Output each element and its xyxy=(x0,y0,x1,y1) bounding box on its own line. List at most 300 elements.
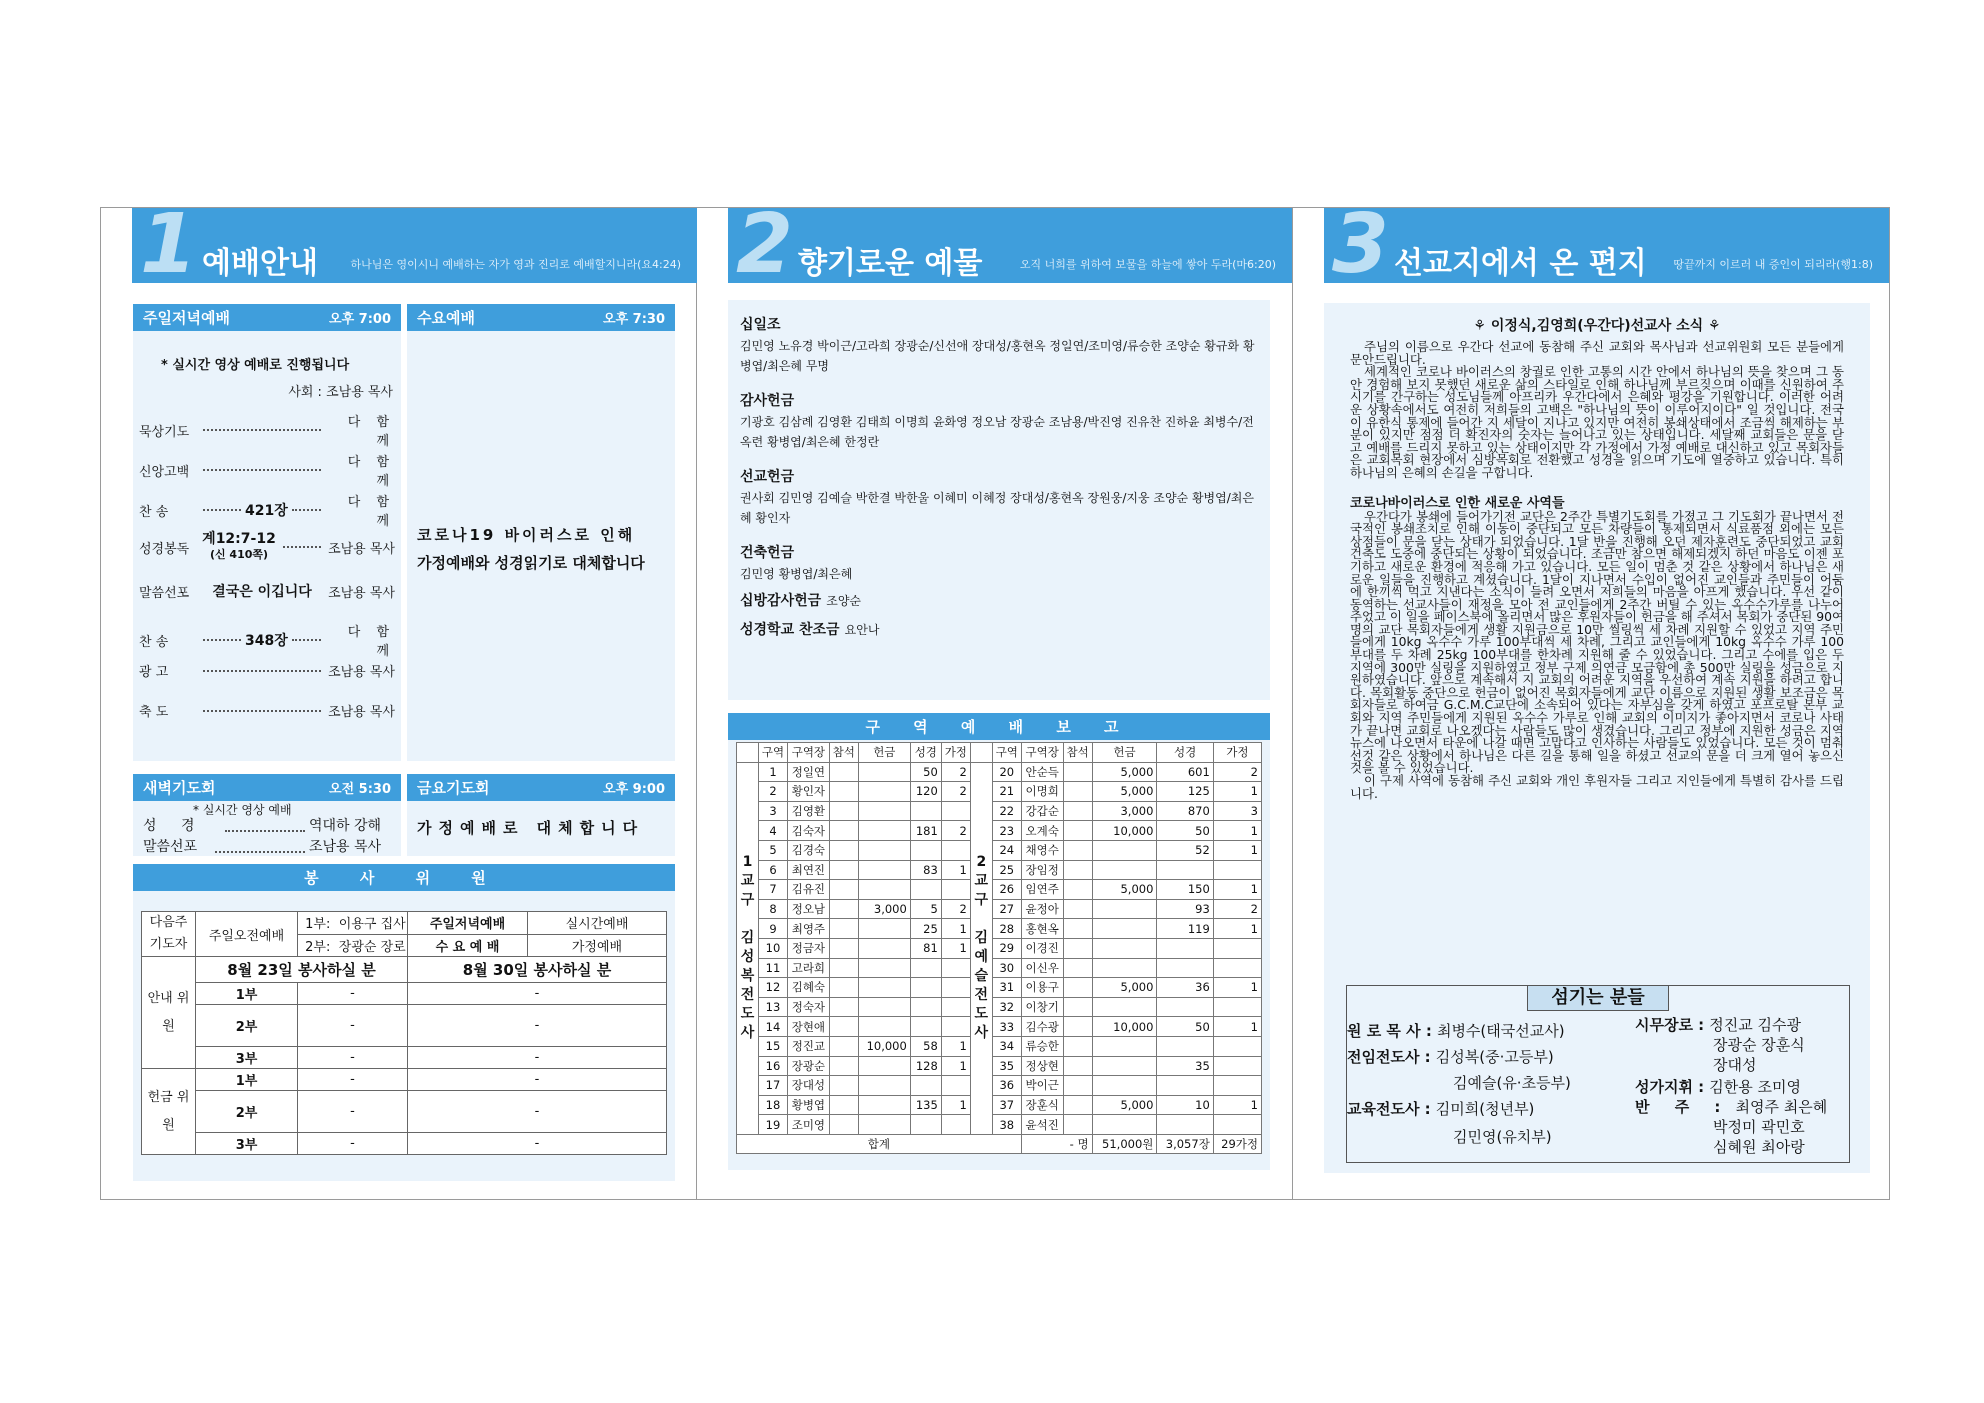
table-row xyxy=(737,762,1262,782)
offering-category: 감사헌금 xyxy=(740,393,795,409)
table-cell xyxy=(1063,997,1092,1017)
table-cell: 58 xyxy=(910,1036,941,1056)
table-cell xyxy=(1063,978,1092,998)
table-cell xyxy=(829,978,858,998)
table-cell: 1 xyxy=(1213,1017,1261,1037)
table-cell xyxy=(1213,860,1261,880)
dawn-title: 새벽기도회 xyxy=(143,779,216,797)
offering-names: 김민영 노유경 박이근/고라희 장광순/신선애 장대성/홍현옥 정일연/조미영/류승한 조양순 황규화 황병엽/최은혜 무명 xyxy=(740,339,1255,373)
letter-title: ⚘ 이정식,김영희(우간다)선교사 소식 ⚘ xyxy=(1473,318,1721,334)
table-row xyxy=(737,801,1262,821)
table-cell: 장현애 xyxy=(788,1017,830,1037)
offering-category: 건축헌금 xyxy=(740,545,795,561)
table-cell xyxy=(1092,1076,1157,1096)
section-number: 2 xyxy=(736,197,794,292)
table-cell xyxy=(1063,1076,1092,1096)
table-cell xyxy=(858,938,910,958)
offering-label: 헌금 위원 xyxy=(142,1069,196,1155)
table-cell: 128 xyxy=(910,1056,941,1076)
table-cell: 135 xyxy=(910,1095,941,1115)
table-cell: 가정 xyxy=(941,743,970,763)
panel3-banner xyxy=(1324,197,1889,292)
table-cell xyxy=(941,958,970,978)
table-cell xyxy=(1092,938,1157,958)
table-cell xyxy=(1213,1056,1261,1076)
table-cell xyxy=(858,1076,910,1096)
table-cell: 5,000 xyxy=(1092,880,1157,900)
table-cell: 1 xyxy=(941,860,970,880)
table-row xyxy=(737,919,1262,939)
table-cell xyxy=(1092,899,1157,919)
table-cell: 93 xyxy=(1157,899,1213,919)
table-row xyxy=(737,782,1262,802)
table-cell xyxy=(1063,938,1092,958)
table-cell: 51,000원 xyxy=(1092,1134,1157,1154)
offering-names: 권사회 김민영 김예슬 박한결 박한울 이혜미 이혜정 장대성/홍현옥 장원웅/지웅 조양순 황병엽/최은혜 황인자 xyxy=(740,491,1254,525)
table-cell: 38 xyxy=(992,1115,1021,1135)
host-line: 사회 : 조남용 목사 xyxy=(288,385,393,400)
table-cell xyxy=(829,1115,858,1135)
table-cell: 황병엽 xyxy=(788,1095,830,1115)
table-cell: 16 xyxy=(759,1056,788,1076)
letter-paragraph: 주님의 이름으로 우간다 선교에 동참해 주신 교회와 목사님과 선교위원회 모든 분들에게 문안드립니다. xyxy=(1350,339,1844,367)
dawn-header xyxy=(133,774,401,801)
table-cell: 52 xyxy=(1157,840,1213,860)
table-cell xyxy=(1063,899,1092,919)
table-cell: 7 xyxy=(759,880,788,900)
table-cell: 가정 xyxy=(1213,743,1261,763)
table-cell: 870 xyxy=(1157,801,1213,821)
sunday-evening-box xyxy=(133,331,401,761)
table-cell: 합계 xyxy=(737,1134,1022,1154)
live-notice: * 실시간 영상 예배로 진행됩니다 xyxy=(161,358,350,373)
table-cell: 50 xyxy=(1157,821,1213,841)
table-cell xyxy=(910,958,941,978)
table-cell xyxy=(829,880,858,900)
table-cell: 헌금 xyxy=(858,743,910,763)
table-cell xyxy=(910,978,941,998)
table-cell xyxy=(1092,1056,1157,1076)
table-cell: 119 xyxy=(1157,919,1213,939)
table-cell: 8 xyxy=(759,899,788,919)
table-cell: 3 xyxy=(759,801,788,821)
table-cell xyxy=(829,762,858,782)
table-cell xyxy=(1213,997,1261,1017)
table-cell xyxy=(858,801,910,821)
table-cell xyxy=(941,1115,970,1135)
dawn-sermon-label: 말씀선포 xyxy=(143,839,198,855)
table-cell xyxy=(1213,1115,1261,1135)
table-cell: 정숙자 xyxy=(788,997,830,1017)
table-row xyxy=(737,1056,1262,1076)
table-cell: 최영주 xyxy=(788,919,830,939)
section-title: 예배안내 xyxy=(202,246,318,281)
district-report-table xyxy=(736,742,1262,1154)
table-cell: 50 xyxy=(1157,1017,1213,1037)
table-cell: - 명 xyxy=(1021,1134,1092,1154)
table-cell xyxy=(858,782,910,802)
table-cell: 구역 xyxy=(759,743,788,763)
table-cell: 15 xyxy=(759,1036,788,1056)
letter-paragraph: 우간다가 봉쇄에 들어가기전 교단은 2주간 특별기도회를 가졌고 그 기도회가 끝나면서 전국적인 봉쇄조치로 인해 이동이 중단되고 모든 차량들이 통제되면서 식료품점 외에는 모든 상점들이 문을 닫는 상태가 되었습니다. 1달 반을 진행해 오던 제자훈련도 중단되었고 교회 건축도 도중에 중단되는 상황이 되었습니다. 조금만 참으면 해제되겠지 하던 마음도 이젠 포기하고 새로운 환경에 적응해 가고 있습니다. 모든 일이 멈춘 것 같은 상황에서 하나님은 새로운 일들을 진행하고 계셨습니다. 1달이 지나면서 수입이 없어진 교인들과 주민들이 어둠에 한끼씩 먹고 지낸다는 소식이 들려 오면서 저희들의 마음을 아프게 했습니다. 우선 같이 동역하는 선교사들이 재정을 모아 전 교인들에게 2주간 버틸 수 있는 옥수수가루를 나누어 주었고 이 일을 페이스북에 올리면서 많은 후원자들이 헌금을 해 주셔서 목회가 중단된 90여 명의 교단 목회자들에게 생활 지원금으로 10만 씰링씩 세 차례 지원할 수 있었고 지역 주민들에게 10kg 옥수수 가루 100부대씩 세 차례, 그리고 교인들에게 10kg 옥수수 가루 100부대를 두 차례 25kg 100부대를 한차례 지원해 줄 수 있었습니다. 그리고 수에를 입은 두 지역에 300만 실링을 지원하였고 정부 구제 의연금 모금함에 총 500만 실링을 성금으로 지원하였습니다. 앞으로 계속해서 지 교회의 어려운 지역을 우선하여 계속 지원을 하려고 합니다. 목회활동 중단으로 헌금이 없어진 목회자들에게 교단 이름으로 지원된 생활 보조금은 목회자들로 하여금 G.C.M.C교단에 소속되어 있다는 자부심을 갖게 하였고 포프로탈 본부 교회와 지역 주민들에게 지원된 옥수수 가루로 인해 교회의 이미지가 좋아지면서 코로나 사태가 끝나면 교회로 나오겠다는 사람들도 많이 생겼습니다. 그리고 정부에 지원한 성금은 지역 뉴스에 나오면서 타운에 나갈 때면 고맙다고 인사하는 사람들도 있었습니다. 모든 것이 멈춰선것 같은 상황에서 하나님은 다른 길을 통해 일을 하셨고 선교의 문을 더 크게 열어 놓으신 것을 볼 수 있었습니다. xyxy=(1350,508,1844,776)
table-cell: 이창기 xyxy=(1021,997,1063,1017)
table-cell: 34 xyxy=(992,1036,1021,1056)
table-cell xyxy=(858,762,910,782)
table-cell xyxy=(1157,938,1213,958)
table-cell xyxy=(829,997,858,1017)
service-committee-table: 다음주 기도자 주일오전예배 1부: 이용구 집사 주일저녁예배 실시간예배 2부: 장광순 장로 수 요 예 배 가정예배 안내 위원 8월 23일 봉사하실 분 8월 30일 봉사하실 분 1부 - - 2부 - - 3부 - - 헌금 위원 1부 - - 2부 - - 3부 - - xyxy=(141,911,667,1155)
section-number: 3 xyxy=(1332,197,1390,292)
table-cell: 윤정아 xyxy=(1021,899,1063,919)
table-cell xyxy=(1092,840,1157,860)
table-cell xyxy=(1063,1056,1092,1076)
table-cell: 정일연 xyxy=(788,762,830,782)
table-cell xyxy=(941,1017,970,1037)
offering-names: 요안나 xyxy=(844,623,880,637)
table-cell: 81 xyxy=(910,938,941,958)
table-cell xyxy=(1063,762,1092,782)
table-cell: 성경 xyxy=(1157,743,1213,763)
total-row xyxy=(737,1134,1262,1154)
friday-title: 금요기도회 xyxy=(417,779,490,797)
dawn-bible-label: 성 경 xyxy=(143,818,205,834)
table-cell xyxy=(910,997,941,1017)
table-cell xyxy=(1157,860,1213,880)
table-cell: 참석 xyxy=(829,743,858,763)
table-cell: 23 xyxy=(992,821,1021,841)
table-cell: 22 xyxy=(992,801,1021,821)
dawn-time: 오전 5:30 xyxy=(329,782,391,797)
table-cell: 181 xyxy=(910,821,941,841)
dawn-sermon-who: 조남용 목사 xyxy=(309,839,382,855)
table-cell xyxy=(829,821,858,841)
group-label: 1 교 구 김 성 복 전 도 사 xyxy=(737,762,759,1134)
table-cell: 20 xyxy=(992,762,1021,782)
servers-box: 섬기는 분들 원 로 목 사 : 최병수(태국선교사) 전임전도사 : 김성복(중·고등부) 김예슬(유·초등부) 교육전도사 : 김미희(청년부) 김민영(유치부) 시무장로 : 정진교 김수광 장광순 장훈식 장대성 성가지휘 : 김한용 조미영 반 주 : 최영주 최은혜 박정미 곽민호 심혜원 최아랑 xyxy=(1346,985,1850,1163)
table-cell xyxy=(941,801,970,821)
table-cell xyxy=(829,860,858,880)
friday-text: 가정예배로 대체합니다 xyxy=(417,819,645,837)
table-cell xyxy=(829,899,858,919)
table-cell: 10,000 xyxy=(1092,821,1157,841)
table-cell xyxy=(1063,1017,1092,1037)
table-cell: 120 xyxy=(910,782,941,802)
table-cell: 125 xyxy=(1157,782,1213,802)
letter-box xyxy=(1324,303,1870,1173)
table-cell: 정상현 xyxy=(1021,1056,1063,1076)
table-cell: 27 xyxy=(992,899,1021,919)
table-cell: 윤석진 xyxy=(1021,1115,1063,1135)
table-cell xyxy=(829,782,858,802)
table-cell: 이용구 xyxy=(1021,978,1063,998)
table-cell: 35 xyxy=(1157,1056,1213,1076)
table-cell xyxy=(1092,860,1157,880)
table-cell: 3,000 xyxy=(1092,801,1157,821)
table-cell: 5,000 xyxy=(1092,978,1157,998)
table-cell xyxy=(829,801,858,821)
table-cell: 10 xyxy=(759,938,788,958)
service-committee-header: 봉 사 위 원 xyxy=(133,864,675,891)
table-cell: 1 xyxy=(1213,840,1261,860)
table-cell xyxy=(1063,801,1092,821)
table-cell: 17 xyxy=(759,1076,788,1096)
table-cell: 1 xyxy=(941,919,970,939)
section-number: 1 xyxy=(140,197,198,292)
district-report-header: 구 역 예 배 보 고 xyxy=(728,713,1270,740)
table-cell xyxy=(858,821,910,841)
table-cell xyxy=(1092,1115,1157,1135)
section-verse: 땅끝까지 이르러 내 증인이 되리라(행1:8) xyxy=(1673,258,1873,271)
table-cell: 26 xyxy=(992,880,1021,900)
table-row xyxy=(737,1076,1262,1096)
table-cell xyxy=(858,997,910,1017)
table-cell xyxy=(858,1017,910,1037)
table-cell: 14 xyxy=(759,1017,788,1037)
table-cell: 37 xyxy=(992,1095,1021,1115)
table-cell xyxy=(829,919,858,939)
section-verse: 하나님은 영이시니 예배하는 자가 영과 진리로 예배할지니라(요4:24) xyxy=(350,258,681,271)
table-cell: 2 xyxy=(1213,899,1261,919)
table-cell: 2 xyxy=(1213,762,1261,782)
table-cell xyxy=(1063,1095,1092,1115)
table-cell: 3 xyxy=(1213,801,1261,821)
table-cell: 정금자 xyxy=(788,938,830,958)
table-row xyxy=(737,899,1262,919)
table-cell: 김영환 xyxy=(788,801,830,821)
table-row xyxy=(737,1036,1262,1056)
table-row xyxy=(737,938,1262,958)
table-cell xyxy=(829,1036,858,1056)
table-cell: 9 xyxy=(759,919,788,939)
table-cell: 29 xyxy=(992,938,1021,958)
table-cell xyxy=(1063,919,1092,939)
table-cell xyxy=(941,880,970,900)
table-cell: 1 xyxy=(941,1036,970,1056)
wednesday-line1: 코로나19 바이러스로 인해 xyxy=(417,526,636,544)
table-cell: 이신우 xyxy=(1021,958,1063,978)
section-verse: 오직 너희를 위하여 보물을 하늘에 쌓아 두라(마6:20) xyxy=(1019,258,1276,271)
wednesday-line2: 가정예배와 성경읽기로 대체합니다 xyxy=(417,554,645,572)
dawn-box xyxy=(133,801,401,856)
worship-guide-panel xyxy=(101,197,697,1199)
table-cell: 24 xyxy=(992,840,1021,860)
table-cell: 이경진 xyxy=(1021,938,1063,958)
table-cell xyxy=(1063,860,1092,880)
letter-heading: 코로나바이러스로 인한 새로운 사역들 xyxy=(1350,495,1565,511)
table-cell: 이명희 xyxy=(1021,782,1063,802)
service-committee-box xyxy=(133,891,675,1181)
flower-icon: ⚘ xyxy=(1708,318,1721,334)
table-cell xyxy=(910,880,941,900)
table-cell: 1 xyxy=(941,1056,970,1076)
table-cell: 31 xyxy=(992,978,1021,998)
table-row xyxy=(737,1095,1262,1115)
table-cell xyxy=(858,1095,910,1115)
dawn-bible-who: 역대하 강해 xyxy=(309,818,382,834)
table-row xyxy=(737,840,1262,860)
table-cell: 30 xyxy=(992,958,1021,978)
table-cell: 성경 xyxy=(910,743,941,763)
table-cell xyxy=(858,880,910,900)
table-cell: 장광순 xyxy=(788,1056,830,1076)
table-cell xyxy=(941,1076,970,1096)
letter-paragraph: 세계적인 코로나 바이러스의 창궐로 인한 고통의 시간 안에서 하나님의 뜻을 찾으며 그 동안 경험해 보지 못했던 새로운 삶의 스타일로 인해 하나님께 부르짖으며 이때를 신원하여 주시기를 간구하는 성도님들께 아프리카 우간다에서 은혜와 평강을 기원합니다. 이러한 어려운 상황속에서도 여전히 저희들의 고백은 "하나님의 뜻이 이루어지이다" 일 것입니다. 전국이 유한식 통제에 들어간 지 세달이 지나고 있지만 여전히 봉쇄상태에서 조금씩 해제하는 부분이 있지만 점점 더 확진자의 숫자는 늘어나고 있는 상태입니다. 세달째 교회들은 문을 닫고 예배를 드리지 못하고 있는 상태이지만 각 가정에서 가정 예배로 대신하고 있고 목회자들은 교회목회 현장에서 심방목회로 전환했고 성경을 읽으며 기도에 열중하고 있습니다. 특히 하나님의 은혜의 손길을 구합니다. xyxy=(1350,364,1844,480)
table-row xyxy=(737,997,1262,1017)
friday-header xyxy=(407,774,675,801)
table-cell: 조미영 xyxy=(788,1115,830,1135)
table-cell: 12 xyxy=(759,978,788,998)
table-cell: 5,000 xyxy=(1092,762,1157,782)
table-cell: 5,000 xyxy=(1092,1095,1157,1115)
friday-box xyxy=(407,801,675,856)
panel2-banner xyxy=(728,197,1292,292)
table-cell: 25 xyxy=(910,919,941,939)
table-cell: 채영수 xyxy=(1021,840,1063,860)
wednesday-time: 오후 7:30 xyxy=(603,312,665,327)
offering-names: 기광호 김삼례 김영환 김태희 이명희 윤화영 정오남 장광순 조남용/박진영 진유찬 진하윤 최병수/전옥련 황병엽/최은혜 한정란 xyxy=(740,415,1254,449)
table-cell: 임연주 xyxy=(1021,880,1063,900)
usher-label: 안내 위원 xyxy=(142,957,196,1069)
table-cell: 구역장 xyxy=(788,743,830,763)
table-cell: 32 xyxy=(992,997,1021,1017)
table-cell xyxy=(858,1056,910,1076)
table-row xyxy=(737,958,1262,978)
table-cell xyxy=(829,1076,858,1096)
table-cell xyxy=(829,1056,858,1076)
table-cell: 5 xyxy=(759,840,788,860)
table-cell: 33 xyxy=(992,1017,1021,1037)
table-cell xyxy=(737,743,759,763)
order-item: 신앙고백 다 함 께 xyxy=(139,455,395,489)
table-cell: 황인자 xyxy=(788,782,830,802)
table-cell xyxy=(829,958,858,978)
sunday-evening-header xyxy=(133,304,401,331)
table-cell xyxy=(910,1115,941,1135)
order-item: 찬 송 348장 다 함 께 xyxy=(139,625,395,659)
table-cell xyxy=(1157,1115,1213,1135)
table-cell xyxy=(1063,1115,1092,1135)
table-cell: 오계숙 xyxy=(1021,821,1063,841)
table-cell: 김경숙 xyxy=(788,840,830,860)
table-cell: 1 xyxy=(759,762,788,782)
table-cell: 13 xyxy=(759,997,788,1017)
table-cell xyxy=(858,860,910,880)
table-cell xyxy=(1092,997,1157,1017)
table-cell: 1 xyxy=(1213,978,1261,998)
order-item: 광 고 조남용 목사 xyxy=(139,665,395,680)
table-cell: 18 xyxy=(759,1095,788,1115)
offering-names: 조양순 xyxy=(826,594,862,608)
table-cell: 2 xyxy=(941,821,970,841)
table-cell: 36 xyxy=(1157,978,1213,998)
table-cell: 2 xyxy=(941,899,970,919)
table-cell: 김유진 xyxy=(788,880,830,900)
table-cell xyxy=(970,743,992,763)
table-cell: 2 xyxy=(941,762,970,782)
table-cell: 601 xyxy=(1157,762,1213,782)
table-cell: 21 xyxy=(992,782,1021,802)
offering-category: 선교헌금 xyxy=(740,469,795,485)
table-cell: 10,000 xyxy=(858,1036,910,1056)
table-cell xyxy=(910,1076,941,1096)
table-cell: 1 xyxy=(1213,782,1261,802)
table-cell xyxy=(858,978,910,998)
table-cell: 150 xyxy=(1157,880,1213,900)
table-cell xyxy=(1213,938,1261,958)
table-cell: 헌금 xyxy=(1092,743,1157,763)
table-cell: 50 xyxy=(910,762,941,782)
panel1-banner xyxy=(132,197,697,292)
table-cell: 2 xyxy=(759,782,788,802)
letter-paragraph: 이 구제 사역에 동참해 주신 교회와 개인 후원자들 그리고 지인들에게 특별히 감사를 드립니다. xyxy=(1350,773,1844,801)
offering-names: 김민영 황병엽/최은혜 xyxy=(740,567,853,581)
table-cell: 5,000 xyxy=(1092,782,1157,802)
table-cell xyxy=(1157,997,1213,1017)
dawn-notice: * 실시간 영상 예배 xyxy=(193,803,292,817)
section-title: 선교지에서 온 편지 xyxy=(1394,246,1647,281)
table-cell xyxy=(1157,1036,1213,1056)
district-report-box xyxy=(728,740,1270,1170)
table-cell xyxy=(910,801,941,821)
table-cell xyxy=(910,840,941,860)
table-header-row xyxy=(737,743,1262,763)
table-cell: 2 xyxy=(941,782,970,802)
table-cell xyxy=(858,1115,910,1135)
flower-icon: ⚘ xyxy=(1473,318,1486,334)
table-cell xyxy=(858,958,910,978)
wednesday-title: 수요예배 xyxy=(417,309,475,327)
table-cell: 83 xyxy=(910,860,941,880)
order-item: 성경봉독 계12:7-12 (신 410쪽) 조남용 목사 xyxy=(139,531,395,561)
table-cell: 3,057장 xyxy=(1157,1134,1213,1154)
servers-title: 섬기는 분들 xyxy=(1527,985,1669,1011)
offering-category: 십방감사헌금 xyxy=(740,593,822,609)
group-label: 2 교 구 김 예 슬 전 도 사 xyxy=(970,762,992,1134)
table-cell: 1 xyxy=(1213,919,1261,939)
table-row xyxy=(737,821,1262,841)
table-cell xyxy=(829,840,858,860)
table-cell: 류승한 xyxy=(1021,1036,1063,1056)
table-cell xyxy=(941,997,970,1017)
table-cell: 최연진 xyxy=(788,860,830,880)
table-cell: 안순득 xyxy=(1021,762,1063,782)
table-cell: 박이근 xyxy=(1021,1076,1063,1096)
table-cell xyxy=(1063,821,1092,841)
table-cell: 1 xyxy=(1213,821,1261,841)
table-cell: 홍현옥 xyxy=(1021,919,1063,939)
table-cell: 19 xyxy=(759,1115,788,1135)
table-cell: 35 xyxy=(992,1056,1021,1076)
table-cell: 정진교 xyxy=(788,1036,830,1056)
table-cell xyxy=(858,840,910,860)
table-row xyxy=(737,1115,1262,1135)
table-row xyxy=(737,978,1262,998)
table-cell: 1 xyxy=(1213,880,1261,900)
table-cell xyxy=(1092,958,1157,978)
offering-category: 십일조 xyxy=(740,317,781,333)
table-cell xyxy=(910,1017,941,1037)
table-cell xyxy=(1213,958,1261,978)
table-row xyxy=(737,860,1262,880)
table-cell xyxy=(1213,1076,1261,1096)
sunday-evening-time: 오후 7:00 xyxy=(329,312,391,327)
table-cell xyxy=(829,1017,858,1037)
table-cell xyxy=(829,1095,858,1115)
table-cell xyxy=(829,938,858,958)
table-cell: 28 xyxy=(992,919,1021,939)
order-item: 찬 송 421장 다 함 께 xyxy=(139,495,395,529)
table-cell: 강갑순 xyxy=(1021,801,1063,821)
